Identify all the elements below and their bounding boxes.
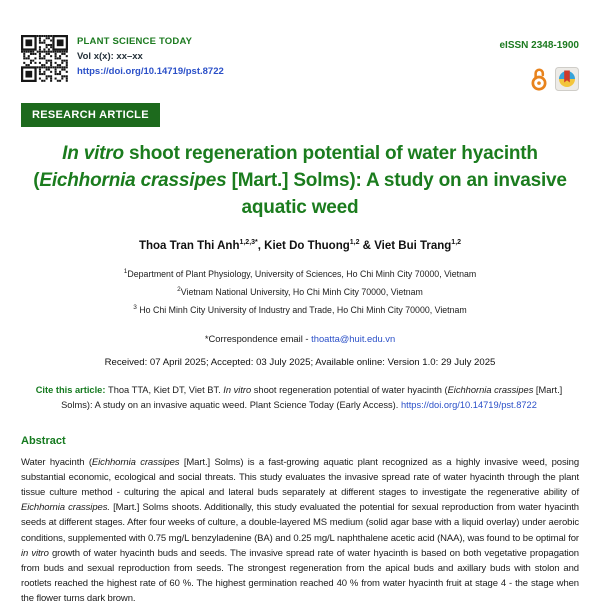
article-dates-line: Received: 07 April 2025; Accepted: 03 July 2025; Available online: Version 1.0: 29 July 2025 — [104, 356, 496, 368]
title-italic-1: In vitro — [62, 143, 124, 164]
author-3: Viet Bui Trang — [374, 239, 452, 252]
crossmark-icon[interactable] — [555, 67, 579, 91]
correspondence-email-link[interactable]: thoatta@huit.edu.vn — [311, 332, 396, 344]
author-1: Thoa Tran Thi Anh — [138, 239, 240, 252]
author-1-affil-sup: 1,2,3* — [239, 238, 258, 246]
journal-meta — [77, 34, 224, 83]
correspondence-line — [21, 333, 579, 344]
citation-text-3: shoot regeneration potential of water hyacinth ( — [251, 384, 448, 395]
authors-line — [21, 239, 579, 252]
correspondence-prefix: *Correspondence email - — [204, 332, 312, 344]
citation-doi-link[interactable]: https://doi.org/10.14719/pst.8722 — [400, 399, 537, 410]
abstract-text — [21, 455, 579, 607]
citation-text-1: Thoa TTA, Kiet DT, Viet BT. — [108, 384, 224, 395]
abstract-italic-4: Eichhornia crassipes. — [21, 502, 110, 514]
citation-italic-2: In vitro — [223, 384, 252, 395]
citation-label: Cite this article: — [35, 384, 109, 395]
affiliation-2-sup: 2 — [177, 285, 181, 293]
affiliation-1 — [21, 264, 579, 282]
affiliation-1-text: Department of Plant Physiology, University of Sciences, Ho Chi Minh City 70000, Vietnam — [127, 268, 477, 279]
header — [21, 34, 579, 91]
affiliation-3-text: Ho Chi Minh City University of Industry and Trade, Ho Chi Minh City 70000, Vietnam — [136, 304, 467, 315]
citation-block — [21, 383, 577, 413]
abstract-seg-5: [Mart.] Solms shoots. Additionally, this study evaluated the potential for sexual reproduction from water hyacinth seeds at different stages. After four weeks of culture, a double-layered MS medium (solid agar base with a liquid overlay) under aerobic conditions, supplemented with 0.75 mg/L benzyladenine (BA) and 0.25 mg/L naphthalene acetic acid (NAA), was found to be optimal for — [21, 502, 579, 544]
header-doi-link[interactable]: https://doi.org/10.14719/pst.8722 — [77, 66, 224, 77]
eissn-label: eISSN 2348-1900 — [499, 40, 579, 51]
affiliation-3-sup: 3 — [133, 303, 137, 311]
title-italic-3: Eichhornia crassipes — [39, 169, 227, 191]
abstract-heading: Abstract — [21, 434, 66, 447]
journal-name: PLANT SCIENCE TODAY — [77, 36, 193, 47]
abstract-seg-1: Water hyacinth ( — [21, 456, 92, 468]
article-title — [21, 141, 579, 222]
affiliation-3 — [21, 300, 579, 318]
research-article-badge: RESEARCH ARTICLE — [21, 103, 160, 127]
affiliations-block — [21, 264, 579, 318]
open-access-icon — [530, 67, 548, 91]
affiliation-2 — [21, 282, 579, 300]
author-3-affil-sup: 1,2 — [451, 238, 462, 246]
header-right — [499, 34, 579, 91]
title-text-2: shoot regeneration potential of water hyacinth ( — [33, 143, 538, 191]
header-left — [21, 34, 224, 83]
citation-italic-4: Eichhornia crassipes — [447, 384, 534, 395]
affiliation-1-sup: 1 — [123, 267, 128, 275]
author-separator-1: , — [257, 239, 265, 252]
volume-info: Vol x(x): xx–xx — [77, 51, 143, 62]
author-separator-2: & — [359, 239, 375, 252]
abstract-seg-7: growth of water hyacinth buds and seeds. The invasive spread rate of water hyacinth is based on both vegetative propagation from buds and sexual reproduction from seeds. The strongest regeneration from the apical buds and axillary buds with stolon and rootlets reached the highest rate of 60 %. The highest germination reached 40 % from water hyacinth fruit at stage 4 - the stage when the flower turns dark brown. — [21, 547, 579, 605]
abstract-seg-3: [Mart.] Solms) is a fast-growing aquatic plant recognized as a highly invasive weed, posing substantial economic, ecological and social threats. This study evaluates the invasive spread rate of water hyacinth through the plant tissue culture method - culturing the apical and lateral buds separately at different stages to investigate the regenerative ability of — [21, 456, 579, 498]
author-2-affil-sup: 1,2 — [349, 238, 360, 246]
abstract-italic-2: Eichhornia crassipes — [91, 456, 180, 468]
publisher-badges — [530, 67, 579, 91]
affiliation-2-text: Vietnam National University, Ho Chi Minh City 70000, Vietnam — [180, 286, 423, 297]
citation-text-5: [Mart.] Solms): A study on an invasive aquatic weed. Plant Science Today (Early Access). — [61, 384, 563, 410]
title-text-4: [Mart.] Solms): A study on an invasive aquatic weed — [226, 169, 567, 218]
author-2: Kiet Do Thuong — [264, 239, 350, 252]
qr-code-icon — [21, 34, 68, 83]
abstract-italic-6: in vitro — [21, 547, 49, 559]
